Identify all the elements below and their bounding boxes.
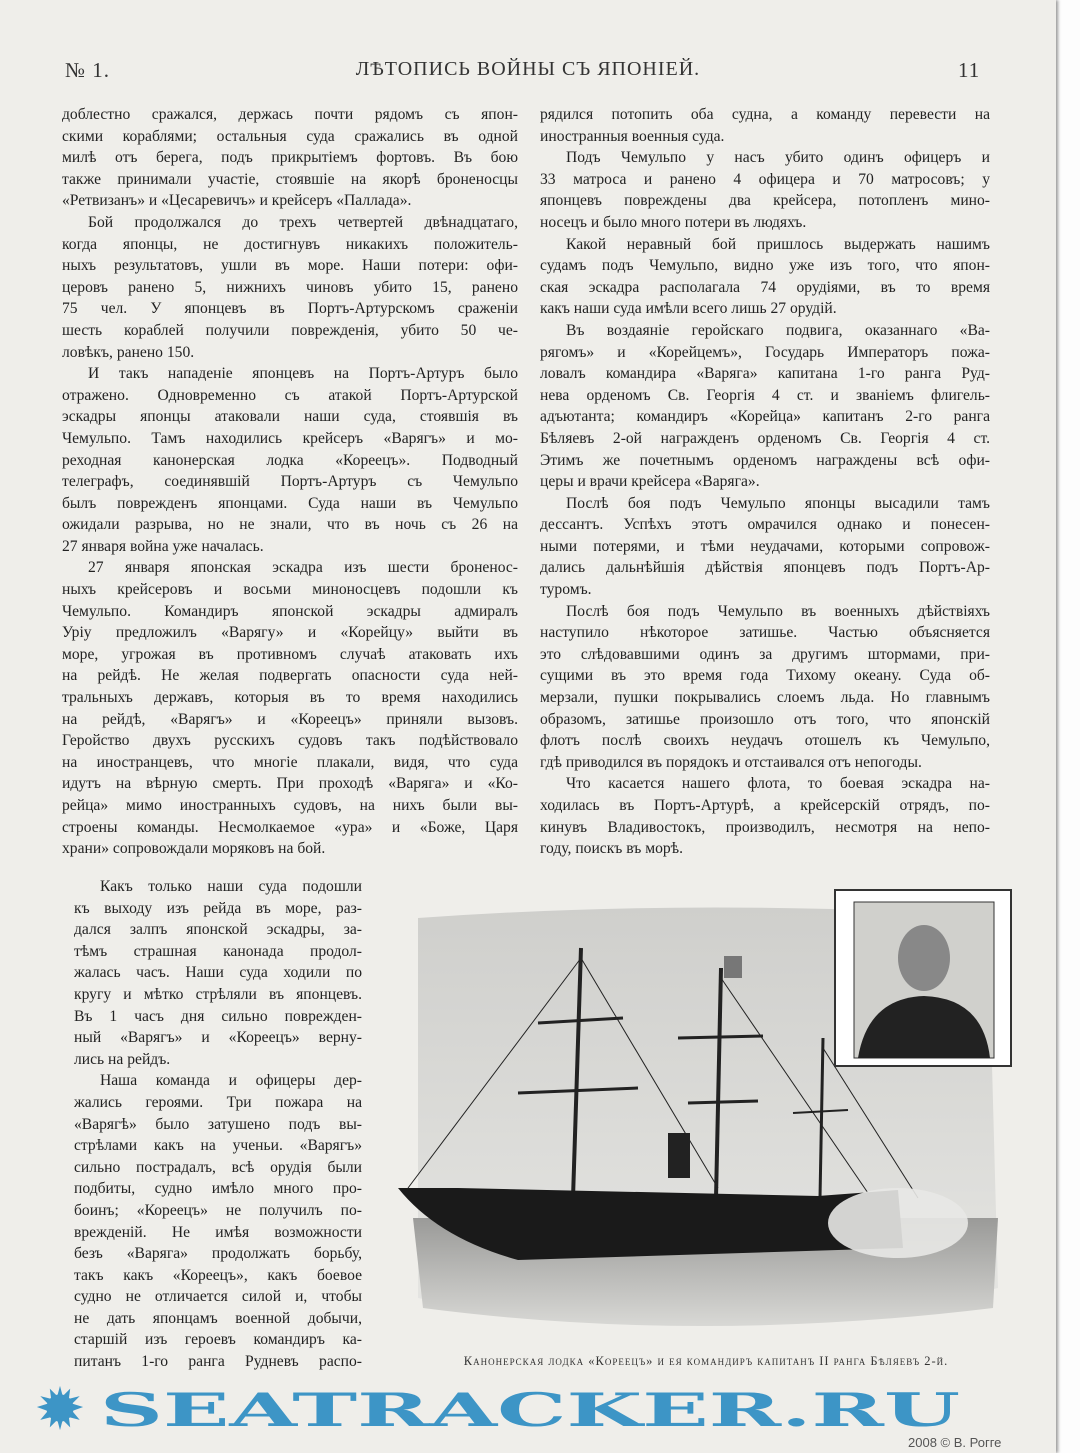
text-line: строены команды. Несмолкаемое «ура» и «Боже, Царя (62, 818, 518, 836)
funnel (668, 1133, 690, 1178)
text-line: ловалъ командира «Варяга» капитана 1-го ранга Руд- (540, 365, 990, 383)
text-line: Какъ только наши суда подошли (100, 878, 362, 895)
text-line: рядился потопить оба судна, а команду перевести на (540, 106, 990, 123)
gun-smoke (828, 1188, 968, 1258)
text-line: наступило нѣкоторое затишье. Частью объясняется (540, 624, 990, 642)
text-line: лись на рейдъ. (74, 1050, 171, 1068)
text-line: Послѣ боя подъ Чемульпо въ военныхъ дѣйствіяхъ (566, 602, 990, 620)
text-line: Геройство двухъ русскихъ судовъ такъ подѣйствовало (62, 732, 518, 750)
text-line: японцевъ повреждены два крейсера, потопленъ мино- (540, 192, 990, 210)
text-line: Въ воздаяніе геройскаго подвига, оказаннаго «Ва- (566, 321, 990, 339)
text-line: образомъ, затишье произошло отъ того, что японскій (540, 710, 990, 728)
text-line: доблестно сражался, держась почти рядомъ съ япон- (62, 106, 518, 123)
text-line: тѣмъ страшная канонада продол- (74, 942, 362, 960)
copyright-notice: 2008 © В. Рогге (908, 1435, 1002, 1450)
text-line: шесть кораблей получили поврежденія, убито 50 че- (62, 321, 518, 339)
text-line: Уріу предложилъ «Варягу» и «Корейцу» выйти въ (62, 624, 518, 642)
text-line: 75 чел. У японцевъ въ Портъ-Артурскомъ сраженіи (62, 300, 518, 318)
text-line: жалась часъ. Наши суда ходили по (74, 964, 362, 982)
text-line: на рейдѣ, «Варягъ» и «Кореецъ» приняли вызовъ. (62, 710, 518, 728)
text-line: нева орденомъ Св. Георгія 4 ст. и званіемъ флигель- (540, 386, 990, 404)
gunboat-photo (398, 888, 1012, 1344)
text-line: безъ «Варяга» продолжать борьбу, (74, 1245, 362, 1263)
figure-caption: Канонерская лодка «Кореецъ» и ея командиръ капитанъ II ранга Бѣляевъ 2-й. (463, 1354, 949, 1368)
text-line: когда японцы, не достигнувъ никакихъ положитель- (62, 235, 518, 253)
running-title: ЛѢТОПИСЬ ВОЙНЫ СЪ ЯПОНІЕЙ. (355, 58, 701, 80)
text-line: ныхъ результатовъ, ушли въ море. Наши потери: офи- (62, 257, 518, 275)
text-line: флотъ послѣ своихъ неудачъ отошелъ къ Чемульпо, (540, 732, 990, 750)
text-line: Послѣ боя подъ Чемульпо японцы высадили тамъ (566, 494, 990, 512)
text-line: такъ какъ «Кореецъ», какъ боевое (74, 1266, 362, 1284)
text-line: боинъ; «Кореецъ» не получилъ по- (74, 1201, 362, 1219)
text-line: Наша команда и офицеры дер- (100, 1072, 362, 1090)
text-line: реходная канонерская лодка «Кореецъ». Подводный (62, 451, 518, 469)
text-line: году, поискъ въ морѣ. (540, 840, 684, 858)
text-line: рейца» мимо иностранныхъ судовъ, на нихъ были вы- (62, 797, 518, 814)
text-line: дессантъ. Успѣхъ этотъ омрачился однако и понесен- (540, 516, 990, 534)
text-line: не дать японцамъ военной добычи, (74, 1309, 362, 1327)
text-line: И такъ нападеніе японцевъ на Портъ-Артуръ было (88, 365, 518, 383)
text-line: Какой неравный бой пришлось выдержать нашимъ (566, 235, 990, 253)
text-line: рягомъ» и «Корейцемъ», Государь Императоръ пожа- (540, 343, 990, 361)
text-line: море, угрожая въ противномъ случаѣ атаковать ихъ (62, 645, 518, 663)
watermark-text: SEATRACKER.RU (100, 1384, 960, 1432)
text-line: адъютанта; командиръ «Корейца» капитанъ 2-го ранга (540, 408, 990, 426)
text-line: ными потерями, и тѣми неудачами, которыми сопровож- (540, 537, 990, 555)
text-line: питанъ 1-го ранга Рудневъ распо- (74, 1353, 362, 1371)
text-line: сильно пострадалъ, всѣ орудія были (74, 1158, 362, 1176)
text-line: судно не отличается силой и, чтобы (74, 1288, 362, 1306)
text-line: на рейдѣ. Не желая подвергать опасности суда ней- (62, 667, 518, 685)
text-line: ныхъ крейсеровъ и восьми миноносцевъ подошли къ (62, 581, 518, 599)
text-line: церы и врачи крейсера «Варяга». (540, 473, 760, 491)
text-line: «Варягѣ» было затушено подъ вы- (74, 1115, 362, 1133)
text-line: Подъ Чемульпо у насъ убито одинъ офицеръ и (566, 149, 990, 167)
text-line: какъ наши суда имѣли всего лишь 27 орудій. (540, 300, 837, 318)
text-line: храни» сопровождали моряковъ на бой. (62, 840, 326, 858)
text-line: иностранныя военныя суда. (540, 127, 725, 145)
text-line: эскадры японцы атаковали наши суда, стоявшія въ (62, 408, 518, 426)
text-line: также принимали участіе, стоявшіе на якорѣ броненосцы (62, 170, 518, 188)
text-line: отражено. Одновременно съ атакой Портъ-Артурской (62, 386, 518, 404)
right-column (540, 104, 990, 860)
text-line: ный «Варягъ» и «Кореецъ» верну- (74, 1029, 362, 1047)
text-line: жались героями. Три пожара на (74, 1093, 362, 1111)
text-line: ловѣкъ, ранено 150. (62, 343, 195, 361)
text-line: врежденій. Не имѣя возможности (74, 1223, 362, 1241)
text-line: телеграфъ, соединявшій Портъ-Артуръ съ Чемульпо (62, 473, 518, 491)
text-line: Бой продолжался до трехъ четвертей двѣнадцатаго, (88, 213, 518, 231)
text-line: дались дальнѣйшія дѣйствія японцевъ подъ Портъ-Ар- (540, 559, 990, 577)
text-line: Бѣляевъ 2-ой награжденъ орденомъ Св. Георгія 4 ст. (540, 429, 990, 447)
text-line: дался залпъ японской эскадры, за- (74, 921, 362, 939)
text-line: туромъ. (540, 581, 592, 599)
text-line: ская эскадра располагала 74 орудіями, въ то время (540, 278, 990, 296)
text-line: гдѣ приводился въ порядокъ и отстаивался отъ непогоды. (540, 753, 922, 771)
text-line: Этимъ же почетнымъ орденомъ награждены всѣ офи- (540, 451, 990, 469)
text-line: «Ретвизанъ» и «Цесаревичъ» и крейсеръ «Паллада». (62, 192, 412, 210)
text-line: это слѣдовавшими одинъ за другимъ штормами, при- (540, 645, 990, 663)
page-number: 11 (958, 58, 981, 82)
text-line: мерзали, пушки покрывались слоемъ льда. Но главнымъ (540, 689, 990, 707)
text-line: ожидали разрыва, но не знали, что въ ночь съ 26 на (62, 516, 518, 534)
watermark (0, 1384, 1080, 1432)
text-line: Въ 1 часъ дня сильно поврежден- (74, 1007, 362, 1025)
text-line: скими кораблями; остальныя суда сражались въ одной (62, 127, 518, 145)
text-line: на иностранцевъ, что многіе плакали, видя, что суда (62, 753, 518, 771)
left-narrow-column (74, 876, 362, 1373)
sunburst-icon (37, 1386, 83, 1430)
text-line: церовъ ранено 5, нижнихъ чиновъ убито 15, ранено (62, 278, 518, 296)
text-line: 27 января война уже началась. (62, 537, 264, 555)
text-line: былъ поврежденъ японцами. Суда наши въ Чемульпо (62, 494, 518, 512)
issue-number: № 1. (65, 58, 111, 82)
text-line: стрѣлами какъ на ученьи. «Варягъ» (74, 1137, 362, 1155)
text-line: судамъ подъ Чемульпо, видно уже изъ того, что япон- (540, 257, 990, 275)
portrait-frame (835, 890, 1011, 1066)
text-line: идутъ на вѣрную смерть. При проходѣ «Варяга» и «Ко- (62, 775, 518, 793)
text-line: носецъ и было много потери въ людяхъ. (540, 213, 807, 231)
text-line: къ выходу изъ рейда въ море, раз- (74, 899, 362, 917)
text-line: Чемульпо. Тамъ находились крейсеръ «Варягъ» и мо- (62, 429, 518, 447)
text-line: сущими въ это время года Тихому океану. Суда об- (540, 667, 990, 685)
text-line: Чемульпо. Командиръ японской эскадры адмиралъ (62, 602, 518, 620)
text-line: кругу и мѣтко стрѣляли въ японцевъ. (74, 985, 362, 1003)
text-line: Что касается нашего флота, то боевая эскадра на- (566, 775, 990, 793)
text-line: милѣ отъ берега, подъ прикрытіемъ фортовъ. Въ бою (62, 149, 518, 167)
left-column (62, 104, 518, 860)
text-line: ходилась въ Портъ-Артурѣ, а крейсерскій отрядъ, по- (540, 797, 990, 814)
portrait-face (898, 925, 950, 991)
text-line: кинувъ Владивостокъ, производилъ, несмотря на непо- (540, 818, 990, 836)
text-line: старшій изъ героевъ командиръ ка- (74, 1331, 362, 1349)
text-line: 33 матроса и ранено 4 офицера и 70 матросовъ; у (540, 170, 990, 188)
text-line: тральныхъ державъ, которыя въ то время находились (62, 689, 518, 707)
flag (724, 956, 742, 978)
text-line: подбиты, судно имѣло много про- (74, 1180, 362, 1198)
text-line: 27 января японская эскадра изъ шести броненос- (88, 559, 518, 577)
